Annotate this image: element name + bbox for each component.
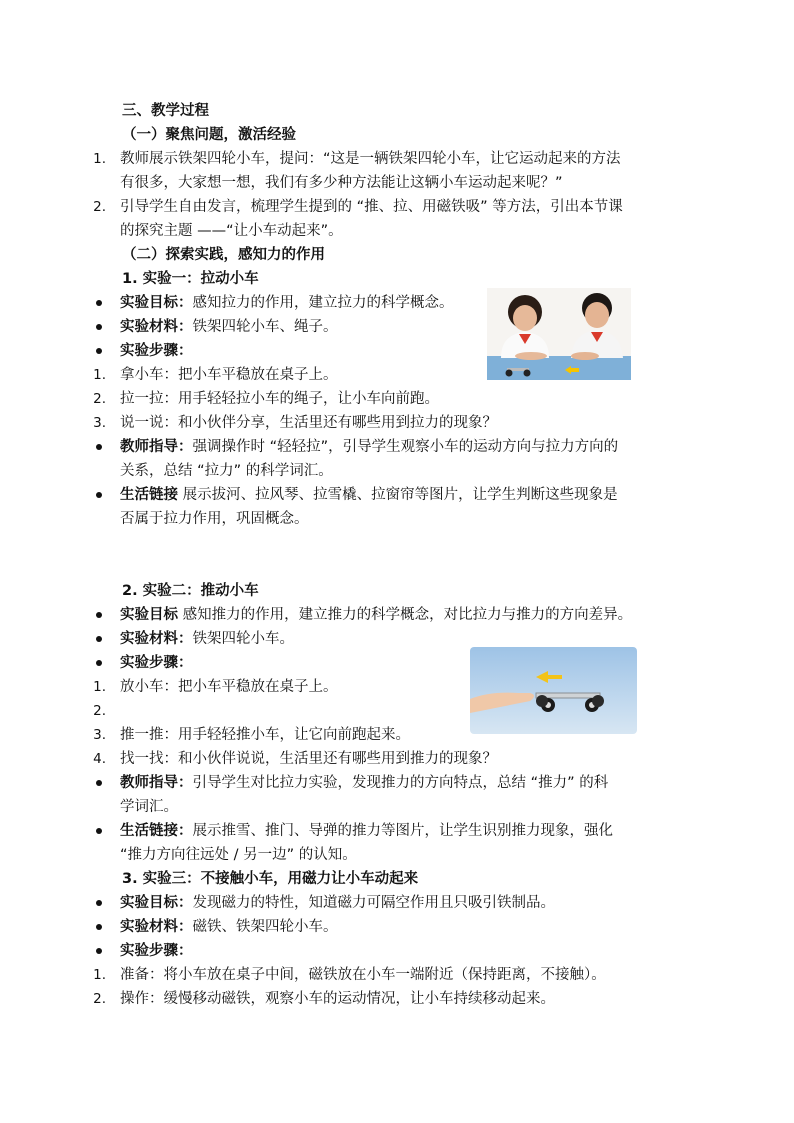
bullet-icon bbox=[96, 780, 102, 786]
exp3-goal: 实验目标：发现磁力的特性，知道磁力可隔空作用且只吸引铁制品。 bbox=[120, 895, 555, 911]
exp1-steps-label: 实验步骤： bbox=[120, 343, 193, 359]
exp1-step-3-num: 3. bbox=[93, 415, 106, 431]
exp2-title: 2. 实验二：推动小车 bbox=[122, 583, 259, 599]
exp2-teacher: 教师指导：引导学生对比拉力实验，发现推力的方向特点，总结 “推力” 的科 bbox=[120, 775, 609, 791]
exp3-step-2-num: 2. bbox=[93, 991, 106, 1007]
exp2-life: 生活链接：展示推雪、推门、导弹的推力等图片，让学生识别推力现象，强化 bbox=[120, 823, 613, 839]
exp1-teacher: 教师指导：强调操作时 “轻轻拉”，引导学生观察小车的运动方向与拉力方向的 bbox=[120, 439, 619, 455]
exp3-material: 实验材料：磁铁、铁架四轮小车。 bbox=[120, 919, 338, 935]
exp3-step-1-num: 1. bbox=[93, 967, 106, 983]
exp2-step-2-num: 2. bbox=[93, 703, 106, 719]
bullet-icon bbox=[96, 948, 102, 954]
exp1-step-1: 拿小车：把小车平稳放在桌子上。 bbox=[120, 367, 338, 383]
exp3-step-1: 准备：将小车放在桌子中间，磁铁放在小车一端附近（保持距离，不接触）。 bbox=[120, 967, 606, 983]
exp2-step-3: 推一推：用手轻轻推小车，让它向前跑起来。 bbox=[120, 727, 410, 743]
exp3-title: 3. 实验三：不接触小车，用磁力让小车动起来 bbox=[122, 871, 419, 887]
exp1-step-2: 拉一拉：用手轻轻拉小车的绳子，让小车向前跑。 bbox=[120, 391, 439, 407]
exp2-step-1: 放小车：把小车平稳放在桌子上。 bbox=[120, 679, 338, 695]
exp1-life-line2: 否属于拉力作用，巩固概念。 bbox=[120, 511, 309, 527]
exp2-step-4-num: 4. bbox=[93, 751, 106, 767]
exp1-title: 1. 实验一：拉动小车 bbox=[122, 271, 259, 287]
exp2-steps-label: 实验步骤： bbox=[120, 655, 193, 671]
exp2-step-4: 找一找：和小伙伴说说，生活里还有哪些用到推力的现象？ bbox=[120, 751, 497, 767]
exp1-step-2-num: 2. bbox=[93, 391, 106, 407]
exp2-life-line2: “推力方向往远处 / 另一边” 的认知。 bbox=[120, 847, 357, 863]
part1-item-1-num: 1. bbox=[93, 151, 106, 167]
bullet-icon bbox=[96, 348, 102, 354]
part1-item-2-line1: 引导学生自由发言，梳理学生提到的 “推、拉、用磁铁吸” 等方法，引出本节课 bbox=[120, 199, 623, 215]
part1-item-1-line1: 教师展示铁架四轮小车，提问：“这是一辆铁架四轮小车，让它运动起来的方法 bbox=[120, 151, 621, 167]
exp1-material: 实验材料：铁架四轮小车、绳子。 bbox=[120, 319, 338, 335]
section-title: 三、教学过程 bbox=[122, 103, 209, 119]
exp3-step-2: 操作：缓慢移动磁铁，观察小车的运动情况，让小车持续移动起来。 bbox=[120, 991, 555, 1007]
bullet-icon bbox=[96, 612, 102, 618]
bullet-icon bbox=[96, 900, 102, 906]
part1-item-1-line2: 有很多，大家想一想，我们有多少种方法能让这辆小车运动起来呢？” bbox=[120, 175, 563, 191]
bullet-icon bbox=[96, 636, 102, 642]
part2-title: （二）探索实践，感知力的作用 bbox=[122, 247, 325, 263]
exp2-goal: 实验目标 感知推力的作用，建立推力的科学概念，对比拉力与推力的方向差异。 bbox=[120, 607, 633, 623]
exp1-photo bbox=[487, 288, 631, 380]
bullet-icon bbox=[96, 828, 102, 834]
exp2-photo bbox=[470, 647, 637, 734]
bullet-icon bbox=[96, 924, 102, 930]
part1-item-2-num: 2. bbox=[93, 199, 106, 215]
exp1-goal: 实验目标：感知拉力的作用，建立拉力的科学概念。 bbox=[120, 295, 454, 311]
part1-title: （一）聚焦问题，激活经验 bbox=[122, 127, 296, 143]
exp2-material: 实验材料：铁架四轮小车。 bbox=[120, 631, 294, 647]
exp1-step-3: 说一说：和小伙伴分享，生活里还有哪些用到拉力的现象？ bbox=[120, 415, 497, 431]
bullet-icon bbox=[96, 660, 102, 666]
bullet-icon bbox=[96, 444, 102, 450]
exp1-teacher-line2: 关系，总结 “拉力” 的科学词汇。 bbox=[120, 463, 333, 479]
exp2-teacher-line2: 学词汇。 bbox=[120, 799, 178, 815]
exp1-step-1-num: 1. bbox=[93, 367, 106, 383]
part1-item-2-line2: 的探究主题 ——“让小车动起来”。 bbox=[120, 223, 343, 239]
bullet-icon bbox=[96, 324, 102, 330]
bullet-icon bbox=[96, 300, 102, 306]
exp2-step-1-num: 1. bbox=[93, 679, 106, 695]
exp1-life: 生活链接 展示拔河、拉风琴、拉雪橇、拉窗帘等图片，让学生判断这些现象是 bbox=[120, 487, 618, 503]
exp3-steps-label: 实验步骤： bbox=[120, 943, 193, 959]
bullet-icon bbox=[96, 492, 102, 498]
exp2-step-3-num: 3. bbox=[93, 727, 106, 743]
